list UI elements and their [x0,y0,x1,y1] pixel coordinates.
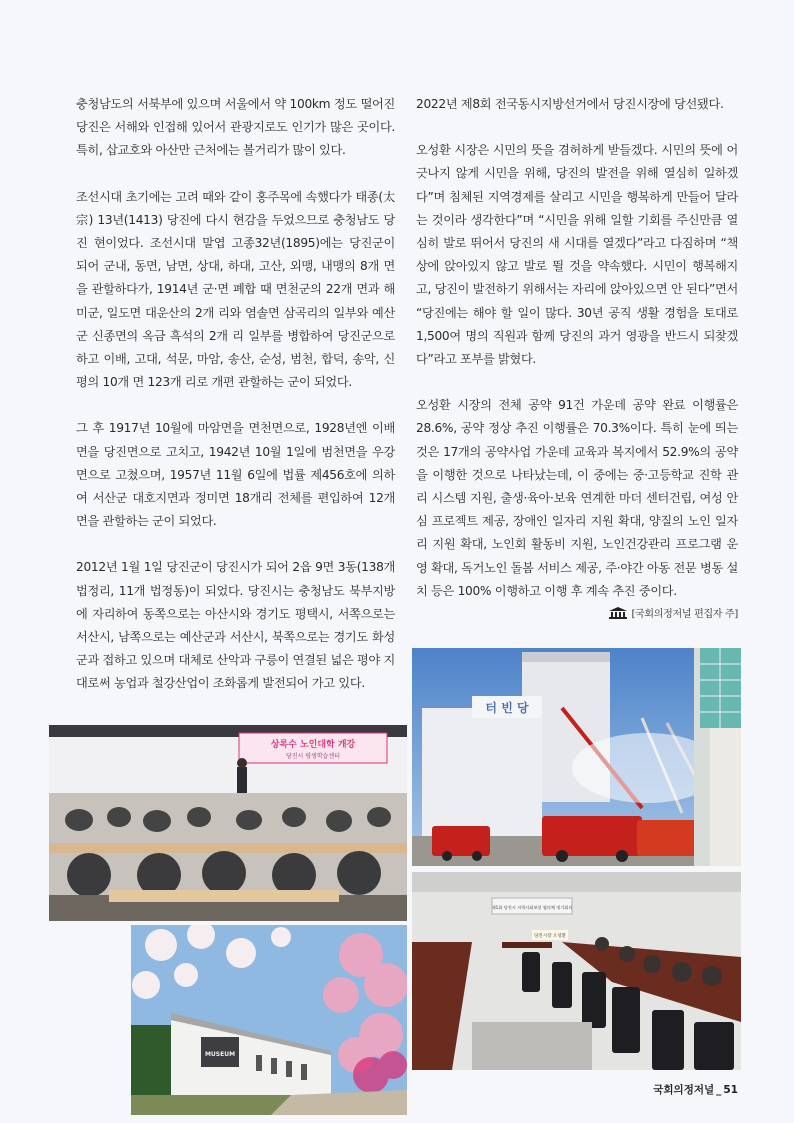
building-sign: 터 빈 당 [485,701,529,715]
left-text-column [76,93,395,719]
nameplate: 당진시장 오성환 [534,934,566,939]
paragraph: 2022년 제8회 전국동시지방선거에서 당진시장에 당선됐다. [416,97,724,111]
banner-title: 상록수 노인대학 개강 [270,740,356,750]
page-footer [653,1082,738,1097]
publication-name: 국회의정저널 [653,1084,715,1096]
paragraph: 그 후 1917년 10월에 마암면을 면천면으로, 1928년엔 이배면을 당진면으로 고치고, 1942년 10월 1일에 범천면을 우강면으로 고쳤으며, 1957년 11월 6일에 법률 제456호에 의하여 서산군 대호지면과 정미면 18개리 전체를 편입하여 12개 면을 관할하는 군이 되었다. [76,421,395,529]
editor-credit [416,607,738,622]
fire-drill-photo [412,648,741,866]
tower-building-photo [694,648,741,866]
council-meeting-photo [412,872,741,1070]
building-columns-icon [609,607,627,619]
footer-separator: _ [716,1084,722,1096]
paragraph: 충청남도의 서북부에 있으며 서울에서 약 100km 정도 떨어진 당진은 서해와 인접해 있어서 관광지로도 인기가 많은 곳이다. 특히, 삽교호와 아산만 근처에는 볼거리가 많이 있다. [76,97,395,158]
right-text-column [416,93,738,622]
page-number: 51 [723,1084,738,1096]
paragraph: 오성환 시장의 전체 공약 91건 가운데 공약 완료 이행률은 28.6%, 공약 정상 추진 이행률은 70.3%이다. 특히 눈에 띄는 것은 17개의 공약사업 가운데 교육과 복지에서 52.9%의 공약을 이행한 것으로 나타났는데, 이 중에는 중·고등학교 진학 관리 시스템 지원, 출생·육아·보육 연계한 마더 센터건립, 여성 안심 프로젝트 제공, 장애인 일자리 지원 확대, 양질의 노인 일자리 지원 확대, 노인회 활동비 지원, 노인건강관리 프로그램 운영 확대, 독거노인 돌봄 서비스 제공, 주·야간 아동 전문 병동 설치 등은 100% 이행하고 이행 후 계속 추진 중이다. [416,398,738,598]
meeting-banner: 제1회 당진시 지역사회보장 협의체 정기회의 [491,905,573,910]
senior-college-lecture-photo [49,725,407,921]
banner-subtitle: 당진시 평생학습센터 [285,753,341,760]
museum-spring-photo [131,925,407,1115]
museum-sign: MUSEUM [204,1051,236,1058]
paragraph: 2012년 1월 1일 당진군이 당진시가 되어 2읍 9면 3동(138개 법정리, 11개 법정동)이 되었다. 당진시는 충청남도 북부지방에 자리하여 동쪽으로는 아산시와 경기도 평택시, 서쪽으로는 서산시, 남쪽으로는 예산군과 서산시, 북쪽으로는 경기도 화성군과 접하고 있으며 대체로 산악과 구릉이 연결된 넓은 평야 지대로써 농업과 철강산업이 조화롭게 발전되어 가고 있다. [76,560,395,691]
paragraph: 오성환 시장은 시민의 뜻을 겸허하게 받들겠다. 시민의 뜻에 어긋나지 않게 시민을 위해, 당진의 발전을 위해 열심히 일하겠다”며 침체된 지역경제를 살리고 시민을 행복하게 만들어 달라는 것이라 생각한다”며 “시민을 위해 일할 기회를 주신만큼 열심히 발로 뛰어서 당진의 새 시대를 열겠다”라고 다짐하며 “책상에 앉아있지 않고 발로 뛸 것을 약속했다. 시민이 행복해지고, 당진이 발전하기 위해서는 자리에 앉아있으면 안 된다”면서 “당진에는 해야 할 일이 많다. 30년 공직 생활 경험을 토대로 1,500여 명의 직원과 함께 당진의 과거 영광을 반드시 되찾겠다”라고 포부를 밝혔다. [416,143,738,367]
credit-text: [국회의정저널 편집자 주] [631,609,738,621]
paragraph: 조선시대 초기에는 고려 때와 같이 홍주목에 속했다가 태종(太宗) 13년(1413) 당진에 다시 현감을 두었으므로 충청남도 당진 현이었다. 조선시대 말엽 고종32년(1895)에는 당진군이 되어 군내, 동면, 남면, 상대, 하대, 고산, 외맹, 내맹의 8개 면을 관할하다가, 1914년 군·면 폐합 때 면천군의 22개 면과 해미군, 일도면 대운산의 2개 리와 염솔면 삼곡리의 일부와 예산군 신종면의 옥금 흑석의 2개 리 일부를 병합하여 당진군으로 하고 이배, 고대, 석문, 마암, 송산, 순성, 범천, 합덕, 송악, 신평의 10개 면 123개 리로 개편 관할하는 군이 되었다. [76,189,395,390]
